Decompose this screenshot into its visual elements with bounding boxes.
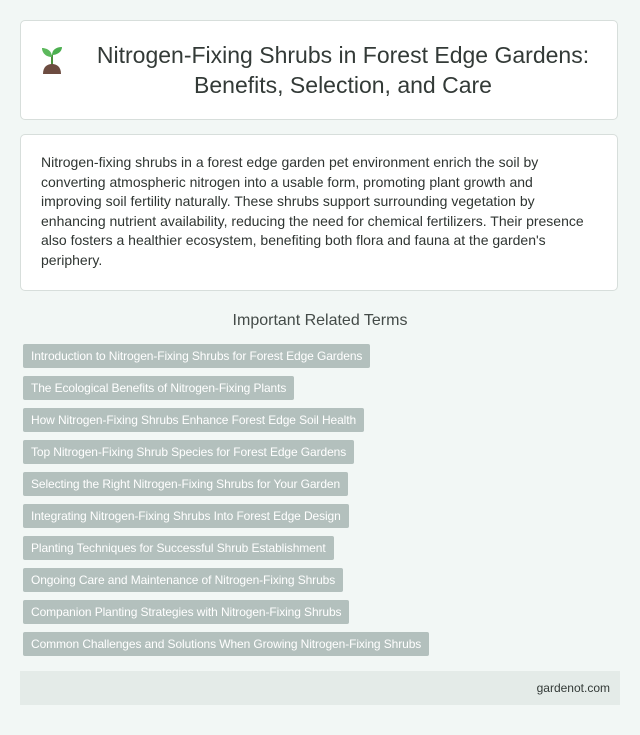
related-term-link[interactable]: Common Challenges and Solutions When Growing Nitrogen-Fixing Shrubs (23, 632, 429, 656)
related-term-link[interactable]: Companion Planting Strategies with Nitrogen-Fixing Shrubs (23, 600, 349, 624)
related-term-link[interactable]: Top Nitrogen-Fixing Shrub Species for Forest Edge Gardens (23, 440, 354, 464)
intro-card (20, 134, 618, 291)
header-card (20, 20, 618, 120)
related-terms-list (23, 344, 429, 664)
related-term-link[interactable]: Planting Techniques for Successful Shrub Establishment (23, 536, 334, 560)
related-term-link[interactable]: Introduction to Nitrogen-Fixing Shrubs for Forest Edge Gardens (23, 344, 370, 368)
intro-paragraph: Nitrogen-fixing shrubs in a forest edge garden pet environment enrich the soil by converting atmospheric nitrogen into a usable form, promoting plant growth and improving soil fertility naturally. These shrubs support surrounding vegetation by enhancing nutrient availability, reducing the need for chemical fertilizers. Their presence also fosters a healthier ecosystem, benefiting both flora and fauna at the garden's periphery. (41, 154, 584, 268)
related-terms-heading: Important Related Terms (232, 312, 408, 329)
related-term-link[interactable]: How Nitrogen-Fixing Shrubs Enhance Forest Edge Soil Health (23, 408, 364, 432)
seedling-icon (35, 41, 69, 75)
related-term-link[interactable]: The Ecological Benefits of Nitrogen-Fixing Plants (23, 376, 294, 400)
related-term-link[interactable]: Integrating Nitrogen-Fixing Shrubs Into Forest Edge Design (23, 504, 349, 528)
page-title: Nitrogen-Fixing Shrubs in Forest Edge Gardens: Benefits, Selection, and Care (96, 42, 590, 98)
footer (20, 671, 620, 705)
related-term-link[interactable]: Selecting the Right Nitrogen-Fixing Shrubs for Your Garden (23, 472, 348, 496)
related-term-link[interactable]: Ongoing Care and Maintenance of Nitrogen-Fixing Shrubs (23, 568, 343, 592)
footer-site-name[interactable]: gardenot.com (536, 681, 610, 695)
